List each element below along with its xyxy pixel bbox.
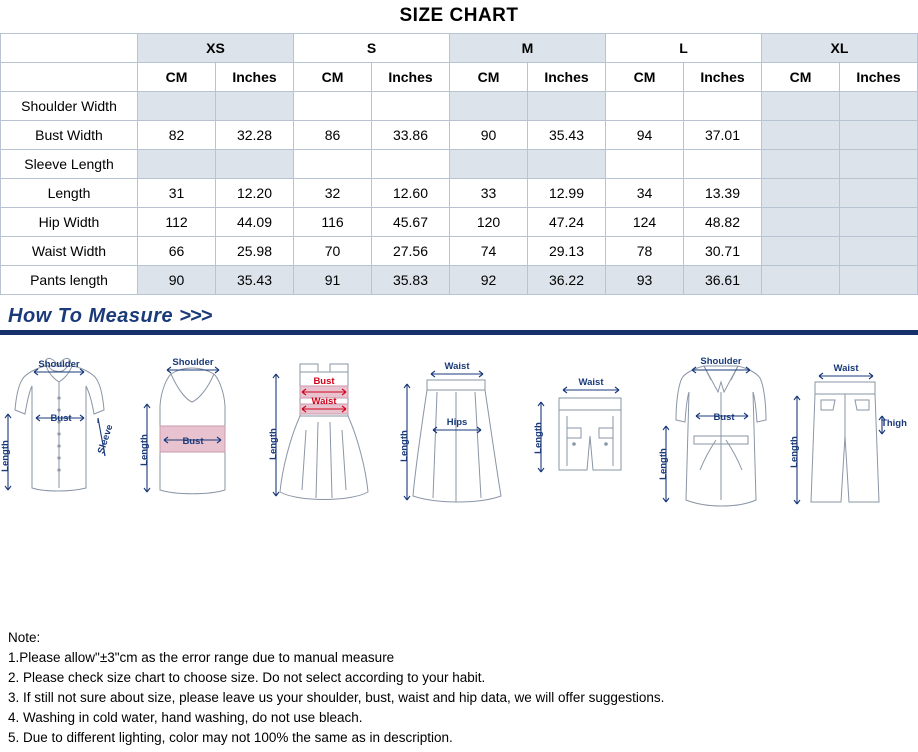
cell: [762, 150, 840, 179]
note-line-3: 3. If still not sure about size, please leave us your shoulder, bust, waist and hip data, we will offer suggestions.: [8, 690, 665, 705]
cell: 90: [450, 121, 528, 150]
cell: [606, 92, 684, 121]
cell: 91: [294, 266, 372, 295]
row-label-sleeve-length: Sleeve Length: [1, 150, 138, 179]
unit-header-xs-in: Inches: [216, 63, 294, 92]
label-thigh: Thigh: [880, 418, 907, 429]
label-length: Length: [399, 430, 411, 462]
table-row-units: [1, 63, 918, 92]
cell: [294, 150, 372, 179]
label-length: Length: [139, 434, 151, 466]
note-line-1: 1.Please allow"±3"cm as the error range due to manual measure: [8, 650, 395, 665]
figure-coat: [656, 340, 787, 525]
cell: [762, 208, 840, 237]
cell: 92: [450, 266, 528, 295]
figure-skirt: [393, 340, 524, 525]
cell: 120: [450, 208, 528, 237]
unit-header-m-in: Inches: [528, 63, 606, 92]
cell: [762, 266, 840, 295]
cell: 32: [294, 179, 372, 208]
notes-block: [8, 628, 664, 748]
coat-illustration: [656, 340, 786, 525]
cell: 74: [450, 237, 528, 266]
cell: 33.86: [372, 121, 450, 150]
label-length: Length: [268, 428, 280, 460]
label-length: Length: [532, 422, 544, 454]
cell: 124: [606, 208, 684, 237]
row-label-bust-width: Bust Width: [1, 121, 138, 150]
cell: [840, 208, 918, 237]
cell: [762, 237, 840, 266]
label-bust: Bust: [713, 412, 735, 423]
cell: 90: [138, 266, 216, 295]
notes-heading: Note:: [8, 630, 41, 645]
table-row: [1, 150, 918, 179]
cell: 112: [138, 208, 216, 237]
cell: [684, 150, 762, 179]
corner-cell: [1, 34, 138, 63]
size-header-xl: XL: [762, 34, 918, 63]
cell: 12.20: [216, 179, 294, 208]
pants-illustration: [787, 340, 907, 525]
table-row: [1, 179, 918, 208]
unit-header-l-in: Inches: [684, 63, 762, 92]
how-to-measure-heading-text: How To Measure: [8, 305, 174, 327]
unit-header-xl-in: Inches: [840, 63, 918, 92]
cell: 82: [138, 121, 216, 150]
cell: 33: [450, 179, 528, 208]
label-bust: Bust: [182, 436, 204, 447]
label-length: Length: [788, 436, 800, 468]
cell: [216, 92, 294, 121]
cell: 47.24: [528, 208, 606, 237]
measure-figures: [0, 335, 918, 525]
cell: [762, 121, 840, 150]
note-line-2: 2. Please check size chart to choose size. Do not select according to your habit.: [8, 670, 486, 685]
cell: 93: [606, 266, 684, 295]
cell: [762, 92, 840, 121]
cell: 12.60: [372, 179, 450, 208]
skirt-illustration: [393, 340, 523, 525]
cell: 27.56: [372, 237, 450, 266]
size-header-m: M: [450, 34, 606, 63]
cell: 25.98: [216, 237, 294, 266]
cell: 116: [294, 208, 372, 237]
table-row: [1, 237, 918, 266]
note-line-5: 5. Due to different lighting, color may not 100% the same as in description.: [8, 730, 453, 745]
cell: 35.43: [528, 121, 606, 150]
cell: [450, 92, 528, 121]
cell: [840, 92, 918, 121]
cell: [840, 237, 918, 266]
label-bust: Bust: [313, 376, 335, 387]
label-waist: Waist: [311, 396, 337, 407]
cell: [840, 121, 918, 150]
size-header-l: L: [606, 34, 762, 63]
cell: [528, 92, 606, 121]
cell: [216, 150, 294, 179]
table-row-sizes: [1, 34, 918, 63]
size-header-s: S: [294, 34, 450, 63]
cell: 45.67: [372, 208, 450, 237]
page-title: SIZE CHART: [399, 5, 519, 26]
cell: 36.22: [528, 266, 606, 295]
size-chart-table: [0, 33, 918, 295]
label-sleeve: Sleeve: [95, 423, 116, 456]
cell: [606, 150, 684, 179]
cell: [138, 150, 216, 179]
cell: 31: [138, 179, 216, 208]
table-row: [1, 92, 918, 121]
label-shoulder: Shoulder: [38, 359, 80, 370]
how-to-measure-arrows: >>>: [179, 305, 212, 327]
cell: 66: [138, 237, 216, 266]
label-length: Length: [657, 448, 669, 480]
table-row: [1, 208, 918, 237]
label-length: Length: [0, 440, 11, 472]
size-header-xs: XS: [138, 34, 294, 63]
cell: 36.61: [684, 266, 762, 295]
dress-illustration: [262, 340, 392, 525]
row-label-length: Length: [1, 179, 138, 208]
how-to-measure-heading: [0, 305, 918, 328]
row-label-shoulder-width: Shoulder Width: [1, 92, 138, 121]
label-waist: Waist: [833, 363, 859, 374]
row-label-pants-length: Pants length: [1, 266, 138, 295]
cell: 78: [606, 237, 684, 266]
cell: [372, 150, 450, 179]
label-shoulder: Shoulder: [700, 356, 742, 367]
row-label-hip-width: Hip Width: [1, 208, 138, 237]
cell: 44.09: [216, 208, 294, 237]
cell: 29.13: [528, 237, 606, 266]
unit-header-xs-cm: CM: [138, 63, 216, 92]
cell: 37.01: [684, 121, 762, 150]
unit-corner-cell: [1, 63, 138, 92]
note-line-4: 4. Washing in cold water, hand washing, do not use bleach.: [8, 710, 363, 725]
figure-tank-top: [131, 340, 262, 525]
label-waist: Waist: [578, 377, 604, 388]
unit-header-l-cm: CM: [606, 63, 684, 92]
cell: 86: [294, 121, 372, 150]
blouse-illustration: [0, 340, 130, 525]
cell: [840, 150, 918, 179]
cell: [684, 92, 762, 121]
cell: 94: [606, 121, 684, 150]
table-row: [1, 121, 918, 150]
cell: 35.43: [216, 266, 294, 295]
unit-header-xl-cm: CM: [762, 63, 840, 92]
unit-header-s-in: Inches: [372, 63, 450, 92]
cell: 30.71: [684, 237, 762, 266]
figure-dress: [262, 340, 393, 525]
cell: [840, 179, 918, 208]
figure-shorts: [525, 340, 656, 525]
unit-header-s-cm: CM: [294, 63, 372, 92]
cell: 48.82: [684, 208, 762, 237]
unit-header-m-cm: CM: [450, 63, 528, 92]
how-to-measure-section: [0, 305, 918, 525]
shorts-illustration: [525, 340, 655, 525]
cell: 34: [606, 179, 684, 208]
figure-pants: [787, 340, 918, 525]
cell: [840, 266, 918, 295]
cell: [138, 92, 216, 121]
cell: 32.28: [216, 121, 294, 150]
label-bust: Bust: [50, 413, 72, 424]
cell: 12.99: [528, 179, 606, 208]
cell: [450, 150, 528, 179]
label-hips: Hips: [447, 417, 468, 428]
cell: [294, 92, 372, 121]
cell: [528, 150, 606, 179]
cell: 13.39: [684, 179, 762, 208]
tank-top-illustration: [131, 340, 261, 525]
table-row: [1, 266, 918, 295]
cell: 70: [294, 237, 372, 266]
row-label-waist-width: Waist Width: [1, 237, 138, 266]
cell: [762, 179, 840, 208]
label-shoulder: Shoulder: [172, 357, 214, 368]
cell: [372, 92, 450, 121]
label-waist: Waist: [444, 361, 470, 372]
figure-blouse: [0, 340, 131, 525]
cell: 35.83: [372, 266, 450, 295]
